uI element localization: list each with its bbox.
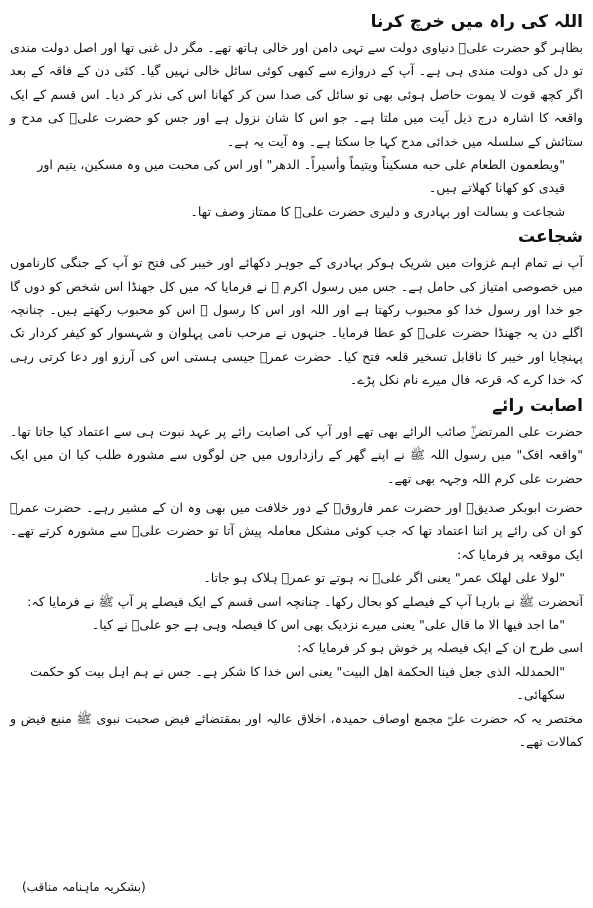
wisdom-paragraph-3: آنحضرت ﷺ نے بارہا آپ کے فیصلے کو بحال رکھا۔ چنانچہ اسی قسم کے ایک فیصلے پر آپ ﷺ نے فرمایا کہ: xyxy=(27,593,583,609)
charity-paragraph: بظاہر گو حضرت علیؓ دنیاوی دولت سے تہی دامن اور خالی ہاتھ تھے۔ مگر دل غنی تھا اور اصل دولت مندی تو دل کی دولت مندی ہی ہے۔ آپ کے دروازے سے کبھی کوئی سائل خالی نہیں گیا۔ کئی دن کے فاقہ کے بعد اگر کچھ قوت لا یموت حاصل ہوئی بھی تو سائل کی صدا سن کر کھانا اس کی نذر کر دیا۔ اس قسم کے ایک واقعہ کا اشارہ درج ذیل آیت میں ملتا ہے۔ جو اس کا شان نزول ہے اور جس کو حضرت علیؓ کی مدح و ستائش کے سلسلہ میں خدائی مدح کہا جا سکتا ہے۔ وہ آیت یہ ہے۔ xyxy=(10,40,583,149)
wisdom-paragraph-4: اسی طرح ان کے ایک فیصلہ پر خوش ہو کر فرمایا کہ: xyxy=(297,640,583,656)
bravery-intro-line: شجاعت و بسالت اور بہادری و دلیری حضرت علیؓ کا ممتاز وصف تھا۔ xyxy=(190,203,565,219)
wisdom-quote-2: "ما اجد فیھا الا ما قال علی" یعنی میرے نزدیک بھی اس کا فیصلہ وہی ہے جو علیؓ نے کیا۔ xyxy=(91,616,565,632)
heading-bravery: شجاعت xyxy=(518,227,583,248)
wisdom-quote-3: "الحمدللہ الذی جعل فینا الحکمة اھل البیت" یعنی اس خدا کا شکر ہے۔ جس نے ہم اہل بیت کو حکمت سکھائی۔ xyxy=(29,663,565,703)
quranic-verse-quote: "ویطعمون الطعام علی حبه مسکیناً ویتیماً وأسیراً۔ الدھر" اور اس کی محبت میں وہ مسکین، یتیم اور قیدی کو کھانا کھلاتے ہیں۔ xyxy=(37,157,565,196)
bravery-paragraph: آپ نے تمام اہم غزوات میں شریک ہوکر بہادری کے جوہر دکھائے اور خیبر کی فتح تو آپ کے جنگی کارناموں میں خصوصی امتیاز کی حامل ہے۔ جس میں رسول اکرم ﷺ نے فرمایا کہ میں کل جھنڈا اس شخص کو دوں گا جو خدا اور رسول خدا کو محبوب رکھتا ہے اور اللہ اور اس کا رسول ﷺ اس کو محبوب رکھتے ہیں۔ چنانچہ اگلے دن یہ جھنڈا حضرت علیؓ کو عطا فرمایا۔ جنہوں نے مرحب نامی پہلوان و شہسوار کو کیفر کردار تک پہنچایا اور خیبر کا ناقابل تسخیر قلعہ فتح کیا۔ حضرت عمرؓ جیسی ہستی اس کی آرزو اور دعا کرتی رہی کہ خدا کرے کہ قرعہ فال میرے نام نکل پڑے۔ xyxy=(10,255,583,388)
wisdom-quote-1: "لولا علی لھلک عمر" یعنی اگر علیؓ نہ ہوتے تو عمرؓ ہلاک ہو جاتا۔ xyxy=(203,570,565,586)
heading-wisdom: اصابت رائے xyxy=(492,395,583,416)
summary-paragraph: مختصر یہ کہ حضرت علیؓ مجمع اوصاف حمیدہ، اخلاق عالیہ اور بمقتضائے فیض صحبت نبوی ﷺ منبع فیض و کمالات تھے۔ xyxy=(10,710,583,749)
heading-charity: اللہ کی راہ میں خرچ کرنا xyxy=(370,12,583,32)
source-credit: (بشکریہ ماہنامہ مناقب) xyxy=(22,880,146,894)
wisdom-paragraph-2: حضرت ابوبکر صدیقؓ اور حضرت عمر فاروقؓ کے دور خلافت میں بھی وہ ان کے مشیر رہے۔ حضرت عمرؓ کو ان کی رائے پر اتنا اعتماد تھا کہ جب کوئی مشکل معاملہ پیش آتا تو حضرت علیؓ سے مشورہ کرتے تھے۔ ایک موقعہ پر فرمایا کہ: xyxy=(10,499,583,562)
wisdom-paragraph-1: حضرت علی المرتضیٰؓ صائب الرائے بھی تھے اور آپ کی اصابت رائے پر عہد نبوت ہی سے اعتماد کیا جاتا تھا۔ "واقعہ افک" میں رسول اللہ ﷺ نے اپنے گھر کے رازداروں میں جن لوگوں سے مشورہ طلب کیا ان میں ایک حضرت علی کرم اللہ وجہہ بھی تھے۔ xyxy=(10,423,583,486)
